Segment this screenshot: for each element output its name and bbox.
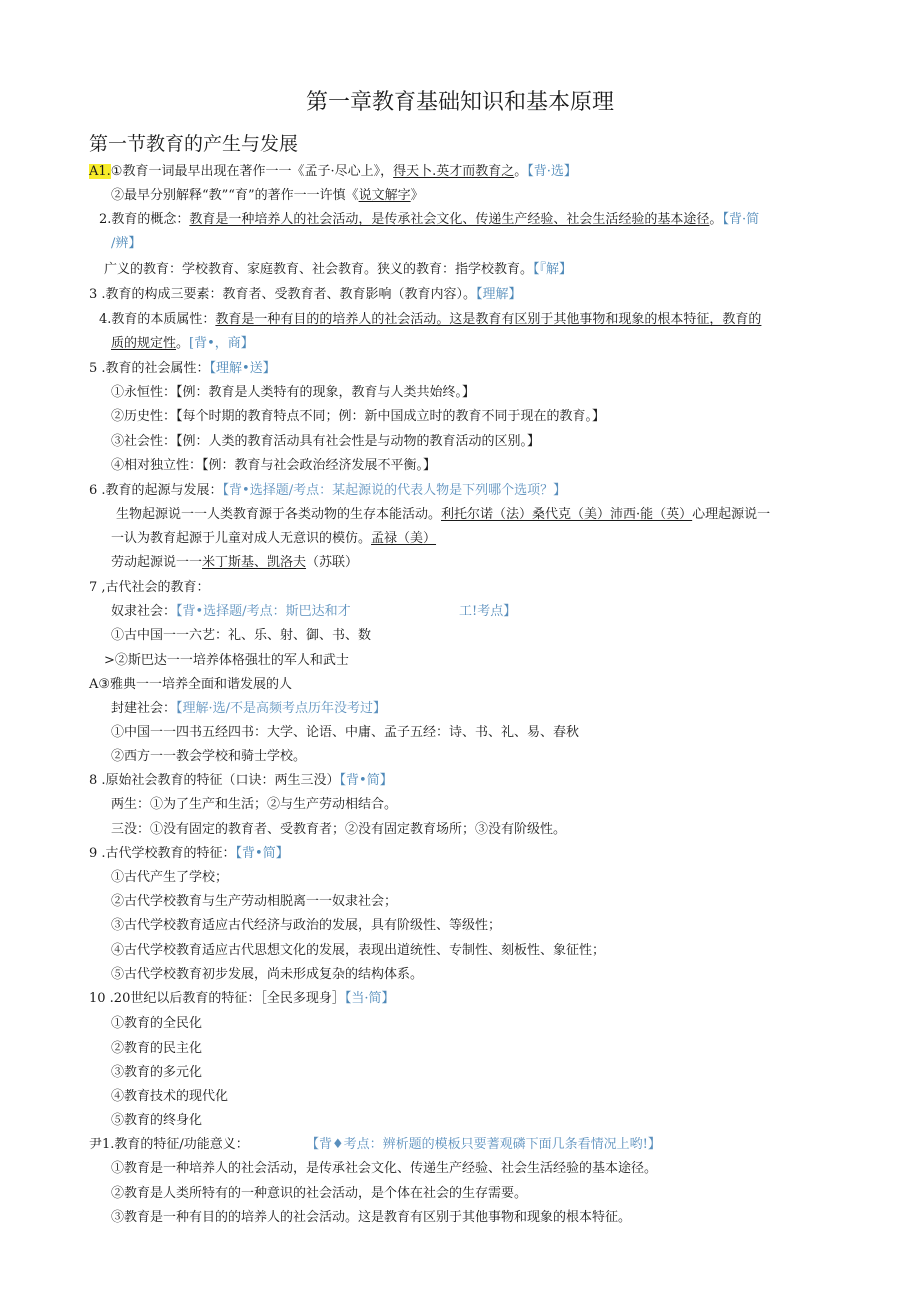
item-6-line-2 <box>116 505 770 525</box>
underlined-text: 教育是一种有目的的培养人的社会活动。这是教育有区别于其他事物和现象的根本特征，教育的 <box>215 312 762 327</box>
underlined-text: 质的规定性 <box>111 336 177 351</box>
underlined-text: 得天卜.英才而教育之 <box>393 164 515 179</box>
item-10 <box>89 989 395 1009</box>
item-text: 6 .教育的起源与发展： <box>89 483 223 498</box>
annotation-tag: 【背♦考点：辨析题的模板只要蓍观磷下面几条看情况上哟!】 <box>306 1137 661 1152</box>
underlined-text: 米丁斯基、凯洛夫 <box>202 555 307 570</box>
item-7-line-2 <box>111 602 351 622</box>
item-text: 8 .原始社会教育的特征（口诀：两生三没） <box>89 773 340 788</box>
list-item: ④教育技术的现代化 <box>111 1089 229 1104</box>
item-text: 5 .教育的社会属性： <box>89 361 210 376</box>
item-7: 7 ,古代社会的教育： <box>89 580 210 595</box>
list-item: ②教育的民主化 <box>111 1041 203 1056</box>
item-2-line-2 <box>104 260 572 280</box>
item-text: 9 .古代学校教育的特征： <box>89 846 236 861</box>
item-2-line-1 <box>99 210 759 230</box>
annotation-tag: 【理解•送】 <box>209 361 276 376</box>
annotation-tag: 【背·简 <box>722 212 760 227</box>
item-text: 。 <box>514 164 528 179</box>
annotation-tag: [背•，商】 <box>189 336 254 351</box>
list-item: ②历史性：【每个时期的教育特点不同；例：新中国成立时的教育不同于现在的教育。】 <box>111 409 606 424</box>
item-text: 生物起源说一一人类教育源于各类动物的生存本能活动。 <box>116 507 442 522</box>
annotation-tag: 【背•简】 <box>235 846 289 861</box>
underlined-text: 利托尔诺（法）桑代克（美）沛西·能（英） <box>441 507 693 522</box>
item-8 <box>89 771 393 791</box>
list-item: ⑤古代学校教育初步发展，尚未形成复杂的结构体系。 <box>111 967 424 982</box>
item-text: 劳动起源说一一 <box>111 555 203 570</box>
underlined-text: 教育是一种培养人的社会活动，是传承社会文化、传递生产经验、社会生活经验的基本途径 <box>189 212 710 227</box>
underlined-text: 说文解字 <box>358 188 411 203</box>
item-1-line-1 <box>89 162 577 182</box>
item-7-line-6 <box>111 699 386 719</box>
highlighted-number: A1. <box>89 164 111 179</box>
item-3 <box>89 285 522 305</box>
annotation-tag: 【背•选择题/考点：某起源说的代表人物是下列哪个选项？】 <box>222 483 567 498</box>
item-1-line-2 <box>111 186 424 206</box>
list-item: ①教育的全民化 <box>111 1016 203 1031</box>
item-text: 2.教育的概念： <box>99 212 190 227</box>
item-text: 》 <box>410 188 424 203</box>
page-title: 第一章教育基础知识和基本原理 <box>305 90 614 115</box>
item-text: 奴隶社会： <box>111 604 177 619</box>
item-9 <box>89 844 289 864</box>
annotation-tag: 【理解·选/不是高频考点历年没考过】 <box>176 701 387 716</box>
annotation-tag: 【背·选】 <box>527 164 577 179</box>
list-item: ①古代产生了学校； <box>111 870 229 885</box>
item-text: 封建社会： <box>111 701 177 716</box>
list-item: >②斯巴达一一培养体格强壮的军人和武士 <box>104 653 349 668</box>
annotation-tag: 【背•简】 <box>339 773 393 788</box>
list-item: ③教育的多元化 <box>111 1065 203 1080</box>
item-text: 一认为教育起源于儿童对成人无意识的模仿。 <box>111 531 372 546</box>
item-text: 心理起源说一 <box>692 507 771 522</box>
list-item: ①中国一一四书五经四书：大学、论语、中庸、孟子五经：诗、书、礼、易、春秋 <box>111 725 580 740</box>
section-title: 第一节教育的产生与发展 <box>89 133 299 155</box>
list-item: ②西方一一教会学校和骑士学校。 <box>111 749 307 764</box>
item-text: 尹1.教育的特征/功能意义： <box>89 1137 249 1152</box>
list-item: 两生：①为了生产和生活；②与生产劳动相结合。 <box>111 797 398 812</box>
item-text: 3 .教育的构成三要素：教育者、受教育者、教育影响（教育内容）。 <box>89 287 477 302</box>
list-item: ②教育是人类所特有的一种意识的社会活动，是个体在社会的生存需要。 <box>111 1186 528 1201</box>
underlined-text: 孟禄（美） <box>371 531 437 546</box>
list-item: ⑤教育的终身化 <box>111 1113 203 1128</box>
item-4-line-2 <box>111 334 254 354</box>
item-4-line-1 <box>99 310 761 330</box>
item-6-line-3 <box>111 529 436 549</box>
item-6-line-4 <box>111 553 358 573</box>
annotation-tag: 【当·简】 <box>344 991 395 1006</box>
item-text: 广义的教育：学校教育、家庭教育、社会教育。狭义的教育：指学校教育。 <box>104 262 534 277</box>
item-text: 。 <box>176 336 190 351</box>
item-5 <box>89 359 276 379</box>
list-item: ①古中国一一六艺：礼、乐、射、御、书、数 <box>111 628 372 643</box>
item-text: 4.教育的本质属性： <box>99 312 216 327</box>
item-text: ①教育一词最早出现在著作一一《孟子·尽心上》， <box>110 164 394 179</box>
item-text: （苏联） <box>306 555 359 570</box>
annotation-tag: /辨】 <box>111 236 142 251</box>
list-item: 三没：①没有固定的教育者、受教育者；②没有固定教育场所；③没有阶级性。 <box>111 822 567 837</box>
list-item: ③古代学校教育适应古代经济与政治的发展，具有阶级性、等级性； <box>111 918 502 933</box>
item-11 <box>89 1135 249 1155</box>
list-item: ①永恒性：【例：教育是人类特有的现象，教育与人类共始终。】 <box>111 385 476 400</box>
annotation-tag: 【『解】 <box>533 262 573 277</box>
annotation-tag: 【背•选择题/考点：斯巴达和才 <box>176 604 351 619</box>
item-text: 10 .20世纪以后教育的特征：［全民多现身］ <box>89 991 345 1006</box>
annotation-tag: 【理解】 <box>476 287 522 302</box>
list-item: ③教育是一种有目的的培养人的社会活动。这是教育有区别于其他事物和现象的根本特征。 <box>111 1210 632 1225</box>
list-item: ③社会性：【例：人类的教育活动具有社会性是与动物的教育活动的区别。】 <box>111 434 541 449</box>
list-item: ①教育是一种培养人的社会活动，是传承社会文化、传递生产经验、社会生活经验的基本途径。 <box>111 1161 658 1176</box>
list-item: A③雅典一一培养全面和谐发展的人 <box>89 677 293 692</box>
item-text: ②最早分别解释“教”“育”的著作一一许慎《 <box>111 188 359 203</box>
list-item: ④古代学校教育适应古代思想文化的发展，表现出道统性、专制性、刻板性、象征性； <box>111 943 606 958</box>
item-text: 。 <box>709 212 723 227</box>
list-item: ②古代学校教育与生产劳动相脱离一一奴隶社会； <box>111 894 398 909</box>
list-item: ④相对独立性：【例：教育与社会政治经济发展不平衡。】 <box>111 458 437 473</box>
item-6 <box>89 481 566 501</box>
annotation-tag: 工!考点】 <box>459 604 517 619</box>
